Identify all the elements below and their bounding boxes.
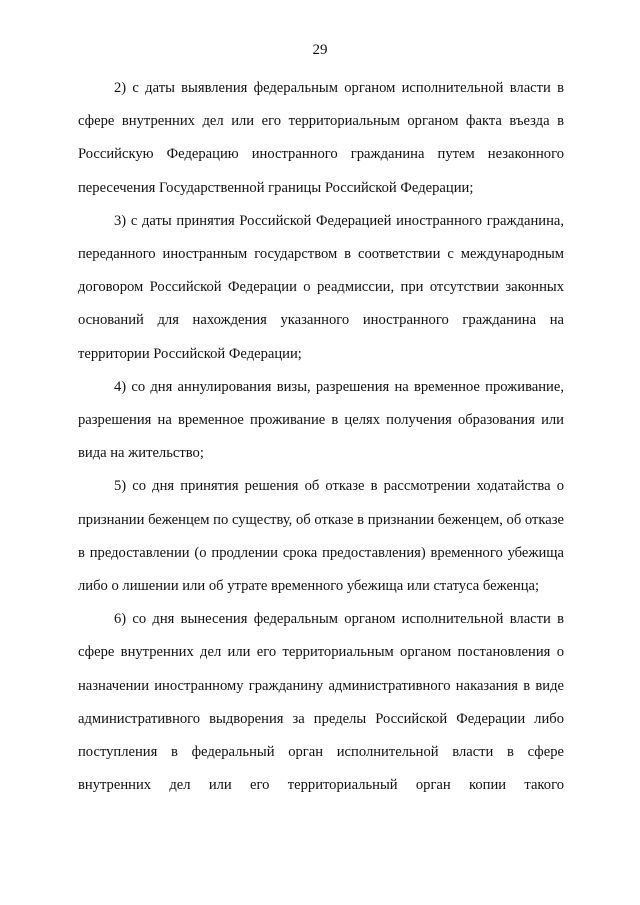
paragraph-item-5: 5) со дня принятия решения об отказе в рассмотрении ходатайства о признании беженцем по существу, об отказе в признании беженцем, об отказе в предоставлении (о продлении срока предоставления) временного убежища либо о лишении или об утрате временного убежища или статуса беженца;: [78, 478, 564, 595]
paragraph-item-2: 2) с даты выявления федеральным органом исполнительной власти в сфере внутренних дел или его территориальным органом факта въезда в Российскую Федерацию иностранного гражданина путем незаконного пересечения Государственной границы Российской Федерации;: [78, 80, 564, 196]
paragraph-item-6: 6) со дня вынесения федеральным органом исполнительной власти в сфере внутренних дел или его территориальным органом постановления о назначении иностранному гражданину административного наказания в виде административного выдворения за пределы Российской Федерации либо поступления в федеральный орган исполнительной власти в сфере внутренних дел или его территориальный орган копии такого: [78, 611, 564, 794]
page-number: 29: [312, 42, 328, 58]
paragraph-item-3: 3) с даты принятия Российской Федерацией иностранного гражданина, переданного иностранным государством в соответствии с международным договором Российской Федерации о реадмиссии, при отсутствии законных оснований для нахождения указанного иностранного гражданина на территории Российской Федерации;: [78, 212, 564, 362]
paragraph-item-4: 4) со дня аннулирования визы, разрешения на временное проживание, разрешения на временное проживание в целях получения образования или вида на жительство;: [78, 378, 564, 462]
document-body: [78, 72, 564, 802]
